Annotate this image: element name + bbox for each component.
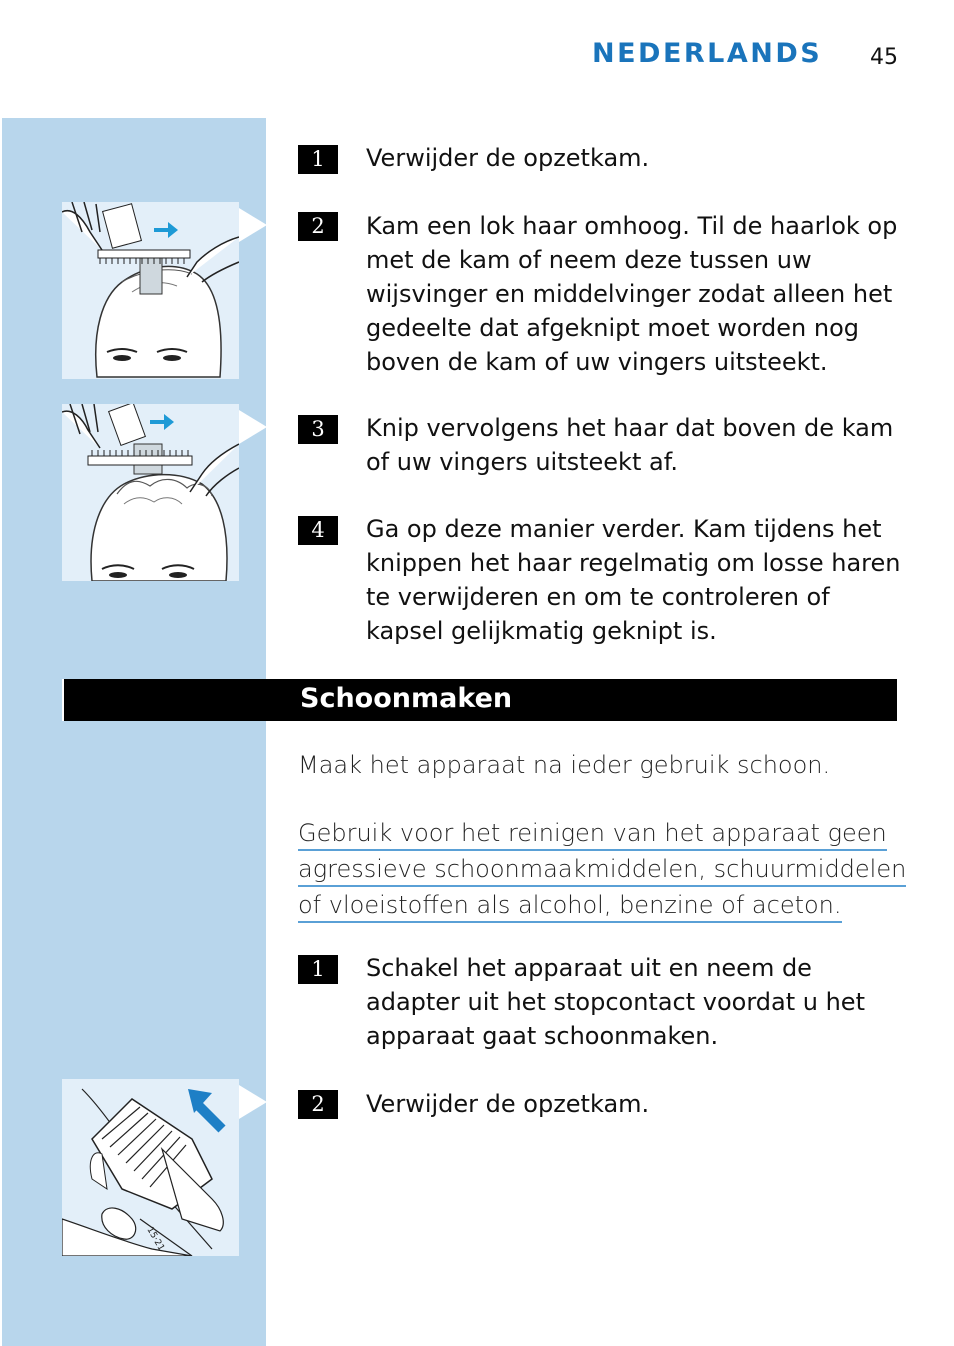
step-number: 3	[298, 415, 338, 444]
trim-above-comb-illustration	[62, 404, 239, 581]
step-number: 4	[298, 516, 338, 545]
step-number: 1	[298, 145, 338, 174]
step-text: Kam een lok haar omhoog. Til de haarlok op met de kam of neem deze tussen uw wijsvinger en middelvinger zodat alleen het gedeelte dat afgeknipt moet worden nog boven de kam of uw vingers uitsteekt.	[366, 212, 898, 376]
warning-line: of vloeistoffen als alcohol, benzine of aceton.	[298, 890, 842, 923]
illustration-pointer	[239, 410, 267, 444]
illustration-pointer	[239, 208, 267, 242]
remove-comb-attachment-illustration	[62, 1079, 239, 1256]
comb-lift-hair-illustration	[62, 202, 239, 379]
warning-text	[298, 816, 908, 924]
warning-line: agressieve schoonmaakmiddelen, schuurmiddelen	[298, 854, 906, 887]
section-header	[62, 679, 897, 721]
warning-line: Gebruik voor het reinigen van het apparaat geen	[298, 818, 887, 851]
svg-text:15·21: 15·21	[144, 1225, 166, 1253]
page-number: 45	[870, 45, 898, 70]
step-number: 2	[298, 212, 338, 241]
language-heading: NEDERLANDS	[592, 38, 823, 69]
step-text: Verwijder de opzetkam.	[366, 144, 650, 172]
step-text: Verwijder de opzetkam.	[366, 1090, 650, 1118]
step-text: Knip vervolgens het haar dat boven de kam of uw vingers uitsteekt af.	[366, 414, 894, 476]
section-title: Schoonmaken	[300, 683, 513, 714]
step-number: 2	[298, 1090, 338, 1119]
step-text: Schakel het apparaat uit en neem de adapter uit het stopcontact voordat u het apparaat gaat schoonmaken.	[366, 954, 865, 1050]
step-text: Ga op deze manier verder. Kam tijdens het knippen het haar regelmatig om losse haren te verwijderen en om te controleren of kapsel gelijkmatig geknipt is.	[366, 515, 901, 645]
step-number: 1	[298, 955, 338, 984]
illustration-pointer	[239, 1085, 267, 1119]
intro-text: Maak het apparaat na ieder gebruik schoon.	[298, 751, 831, 779]
